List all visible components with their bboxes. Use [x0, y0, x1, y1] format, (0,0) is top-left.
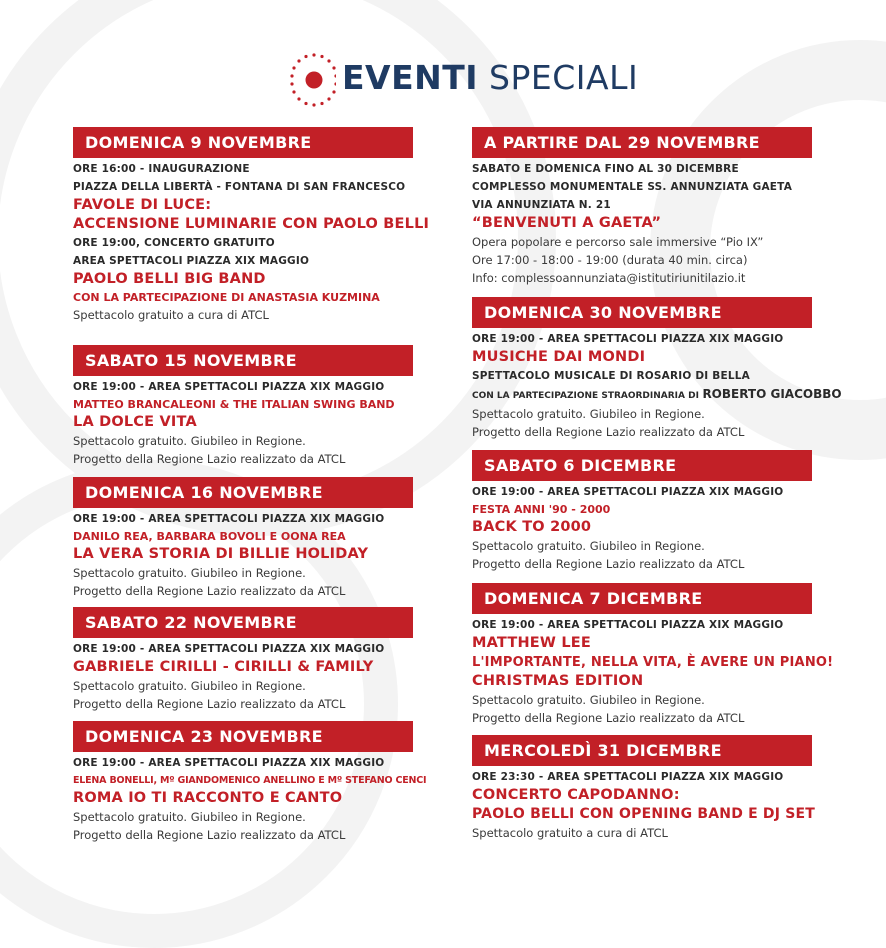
- event-date-banner: DOMENICA 30 NOVEMBRE: [472, 297, 812, 328]
- event-guest-name: ROBERTO GIACOBBO: [702, 387, 842, 401]
- event-time-venue: ORE 19:00 - AREA SPETTACOLI PIAZZA XIX MAGGIO: [73, 381, 385, 393]
- event-title: L'IMPORTANTE, NELLA VITA, È AVERE UN PIANO!: [472, 655, 834, 670]
- event-performer: MATTEO BRANCALEONI & THE ITALIAN SWING BAND: [73, 398, 395, 411]
- event-note: Spettacolo gratuito. Giubileo in Regione.: [472, 407, 705, 421]
- event-time-venue: ORE 19:00 - AREA SPETTACOLI PIAZZA XIX MAGGIO: [472, 619, 784, 631]
- event-time-venue: ORE 19:00 - AREA SPETTACOLI PIAZZA XIX MAGGIO: [73, 513, 385, 525]
- event-note: Spettacolo gratuito. Giubileo in Regione.: [73, 810, 306, 824]
- event-title: LA DOLCE VITA: [73, 414, 197, 430]
- event-date-banner: DOMENICA 9 NOVEMBRE: [73, 127, 413, 158]
- title-bold: EVENTI: [342, 58, 479, 97]
- event-subtitle: FESTA ANNI '90 - 2000: [472, 503, 611, 516]
- event-date-banner: SABATO 15 NOVEMBRE: [73, 345, 413, 376]
- event-block: [472, 450, 832, 573]
- title-light: SPECIALI: [489, 58, 639, 97]
- event-performer: DANILO REA, BARBARA BOVOLI E OONA REA: [73, 530, 346, 543]
- event-address: VIA ANNUNZIATA N. 21: [472, 199, 611, 211]
- event-note: Spettacolo gratuito. Giubileo in Regione.: [73, 679, 306, 693]
- event-date-banner: SABATO 22 NOVEMBRE: [73, 607, 413, 638]
- event-title: CONCERTO CAPODANNO:: [472, 787, 680, 803]
- event-note: Progetto della Regione Lazio realizzato da ATCL: [73, 697, 346, 711]
- event-time-venue: ORE 19:00 - AREA SPETTACOLI PIAZZA XIX MAGGIO: [73, 757, 385, 769]
- event-date-banner: A PARTIRE DAL 29 NOVEMBRE: [472, 127, 812, 158]
- event-block: [472, 735, 832, 842]
- event-date-banner: MERCOLEDÌ 31 DICEMBRE: [472, 735, 812, 766]
- event-date-banner: DOMENICA 23 NOVEMBRE: [73, 721, 413, 752]
- event-note: Progetto della Regione Lazio realizzato da ATCL: [472, 425, 745, 439]
- dotted-circle-logo-icon: [276, 50, 336, 110]
- event-guest-intro: CON LA PARTECIPAZIONE STRAORDINARIA DI: [472, 391, 699, 401]
- event-venue: AREA SPETTACOLI PIAZZA XIX MAGGIO: [73, 255, 310, 267]
- event-title: ROMA IO TI RACCONTO E CANTO: [73, 790, 343, 806]
- event-time: ORE 16:00 - INAUGURAZIONE: [73, 163, 250, 175]
- event-venue: COMPLESSO MONUMENTALE SS. ANNUNZIATA GAETA: [472, 181, 793, 193]
- event-block: [472, 127, 832, 287]
- event-block: [73, 345, 433, 468]
- event-performer: ELENA BONELLI, Mº GIANDOMENICO ANELLINO E Mº STEFANO CENCI: [73, 775, 427, 786]
- event-note: Spettacolo gratuito. Giubileo in Regione.: [472, 693, 705, 707]
- event-time: ORE 19:00, CONCERTO GRATUITO: [73, 237, 275, 249]
- event-guest: CON LA PARTECIPAZIONE DI ANASTASIA KUZMINA: [73, 291, 380, 304]
- event-note: Progetto della Regione Lazio realizzato da ATCL: [73, 828, 346, 842]
- event-guest: [472, 385, 842, 405]
- event-note: Spettacolo gratuito a cura di ATCL: [472, 826, 668, 840]
- event-title: BACK TO 2000: [472, 519, 592, 535]
- event-performer: MATTHEW LEE: [472, 635, 591, 651]
- event-block: [73, 127, 433, 324]
- event-date-banner: DOMENICA 16 NOVEMBRE: [73, 477, 413, 508]
- event-title: LA VERA STORIA DI BILLIE HOLIDAY: [73, 546, 369, 562]
- event-note: Spettacolo gratuito. Giubileo in Regione.: [73, 566, 306, 580]
- event-title: “BENVENUTI A GAETA”: [472, 215, 662, 231]
- event-schedule: SABATO E DOMENICA FINO AL 30 DICEMBRE: [472, 163, 739, 175]
- event-title: FAVOLE DI LUCE:: [73, 197, 212, 213]
- event-title: MUSICHE DAI MONDI: [472, 349, 646, 365]
- event-block: [73, 721, 433, 844]
- page-title: [342, 58, 638, 98]
- event-title: GABRIELE CIRILLI - CIRILLI & FAMILY: [73, 659, 374, 675]
- event-note: Progetto della Regione Lazio realizzato da ATCL: [73, 452, 346, 466]
- event-description: SPETTACOLO MUSICALE DI ROSARIO DI BELLA: [472, 370, 750, 382]
- event-edition: CHRISTMAS EDITION: [472, 673, 644, 689]
- event-note: Spettacolo gratuito. Giubileo in Regione.: [472, 539, 705, 553]
- event-info-email: Info: complessoannunziata@istitutiriunitilazio.it: [472, 271, 746, 285]
- event-performer: PAOLO BELLI CON OPENING BAND E DJ SET: [472, 806, 816, 822]
- event-date-banner: SABATO 6 DICEMBRE: [472, 450, 812, 481]
- event-title: ACCENSIONE LUMINARIE CON PAOLO BELLI: [73, 216, 430, 232]
- event-block: [472, 297, 842, 441]
- event-performer: PAOLO BELLI BIG BAND: [73, 271, 266, 287]
- event-note: Spettacolo gratuito a cura di ATCL: [73, 308, 269, 322]
- event-time-venue: ORE 19:00 - AREA SPETTACOLI PIAZZA XIX MAGGIO: [472, 333, 784, 345]
- event-time-venue: ORE 19:00 - AREA SPETTACOLI PIAZZA XIX MAGGIO: [73, 643, 385, 655]
- event-venue: PIAZZA DELLA LIBERTÀ - FONTANA DI SAN FRANCESCO: [73, 181, 406, 193]
- event-block: [472, 583, 832, 727]
- event-note: Spettacolo gratuito. Giubileo in Regione.: [73, 434, 306, 448]
- page-header: [0, 50, 886, 110]
- event-note: Progetto della Regione Lazio realizzato da ATCL: [73, 584, 346, 598]
- event-block: [73, 477, 433, 600]
- event-note: Progetto della Regione Lazio realizzato da ATCL: [472, 557, 745, 571]
- event-time-venue: ORE 19:00 - AREA SPETTACOLI PIAZZA XIX MAGGIO: [472, 486, 784, 498]
- event-times: Ore 17:00 - 18:00 - 19:00 (durata 40 min. circa): [472, 253, 748, 267]
- event-block: [73, 607, 433, 713]
- event-note: Progetto della Regione Lazio realizzato da ATCL: [472, 711, 745, 725]
- event-date-banner: DOMENICA 7 DICEMBRE: [472, 583, 812, 614]
- event-description: Opera popolare e percorso sale immersive “Pio IX”: [472, 235, 764, 249]
- event-time-venue: ORE 23:30 - AREA SPETTACOLI PIAZZA XIX MAGGIO: [472, 771, 784, 783]
